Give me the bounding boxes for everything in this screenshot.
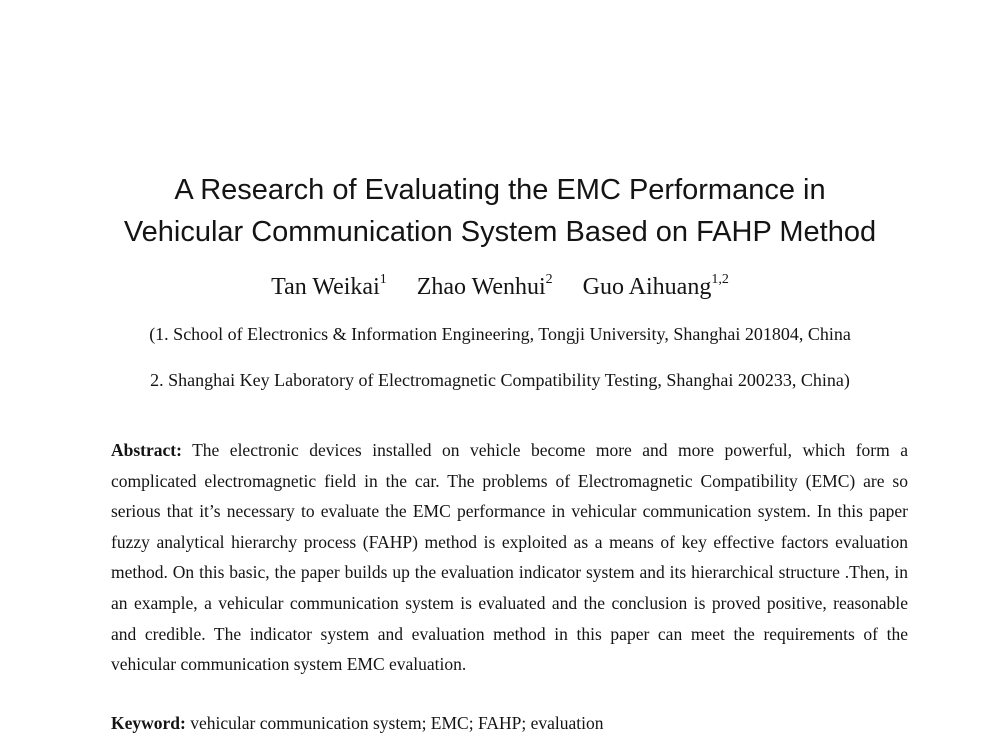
- keyword-label: Keyword:: [111, 713, 186, 733]
- author-3: [583, 270, 729, 304]
- author-affiliation-mark: 2: [545, 272, 553, 287]
- keyword-text: vehicular communication system; EMC; FAHP; evaluation: [185, 713, 604, 733]
- author-name: Tan Weikai: [271, 274, 380, 300]
- affiliation-2: 2. Shanghai Key Laboratory of Electromagnetic Compatibility Testing, Shanghai 200233, China): [150, 370, 850, 390]
- author-affiliation-mark: 1,2: [711, 272, 729, 287]
- affiliation-1: (1. School of Electronics & Information Engineering, Tongji University, Shanghai 201804, China: [149, 324, 851, 344]
- keywords: [111, 708, 908, 738]
- abstract-label: Abstract:: [111, 440, 182, 460]
- paper-title-line-1: A Research of Evaluating the EMC Performance in: [174, 174, 826, 206]
- author-2: [417, 270, 553, 304]
- author-name: Guo Aihuang: [582, 274, 712, 300]
- author-affiliation-mark: 1: [379, 272, 387, 287]
- abstract: [111, 435, 908, 680]
- author-list: [0, 270, 1000, 304]
- author-name: Zhao Wenhui: [416, 274, 546, 300]
- abstract-text: The electronic devices installed on vehicle become more and more powerful, which form a complicated electromagnetic field in the car. The problems of Electromagnetic Compatibility (EMC) are so serious that it’s necessary to evaluate the EMC performance in vehicular communication system. In this paper fuzzy analytical hierarchy process (FAHP) method is exploited as a means of key effective factors evaluation method. On this basic, the paper builds up the evaluation indicator system and its hierarchical structure .Then, in an example, a vehicular communication system is evaluated and the conclusion is proved positive, reasonable and credible. The indicator system and evaluation method in this paper can meet the requirements of the vehicular communication system EMC evaluation.: [111, 440, 908, 675]
- paper-title-line-2: Vehicular Communication System Based on FAHP Method: [123, 216, 877, 248]
- author-1: [271, 270, 387, 304]
